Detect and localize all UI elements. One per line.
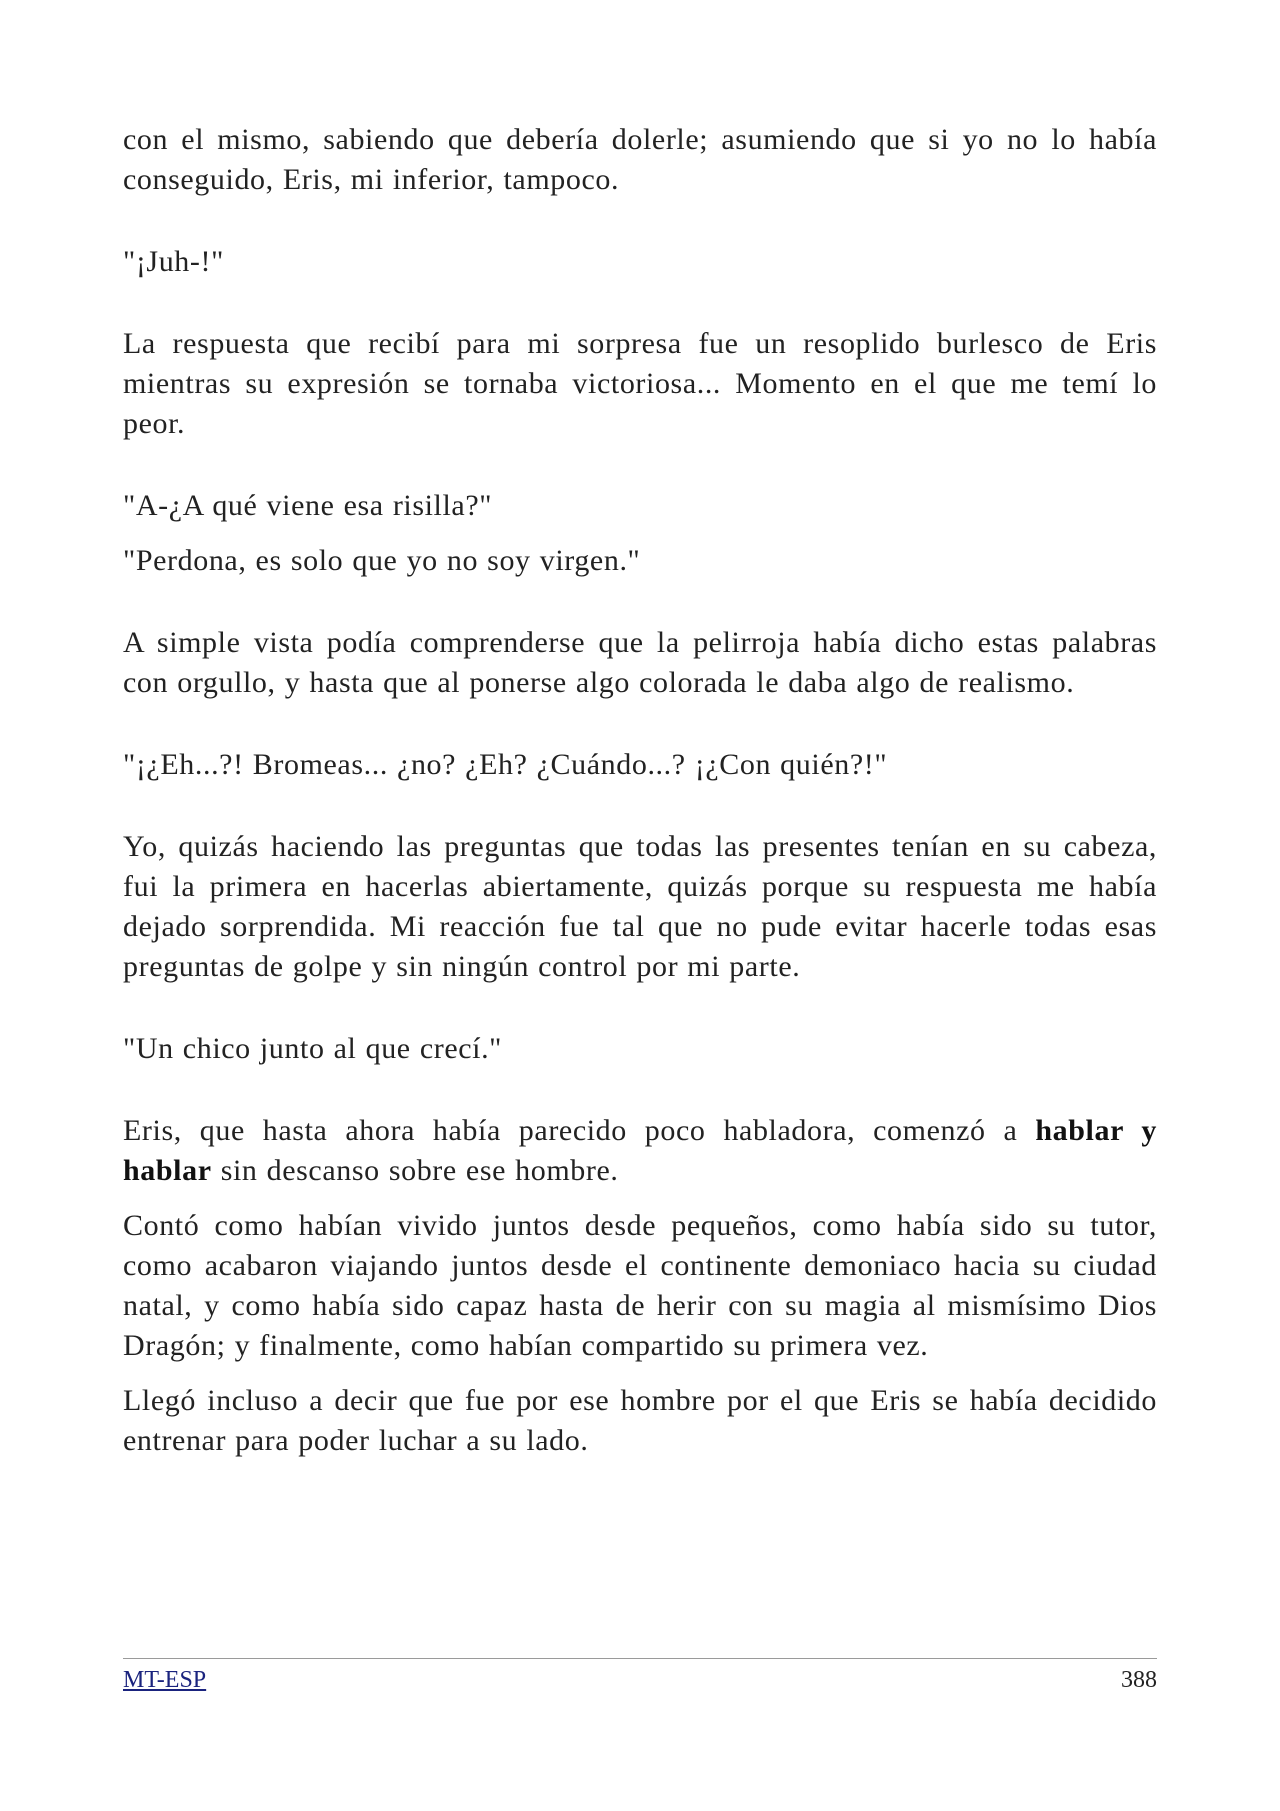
paragraph-narration: La respuesta que recibí para mi sorpresa fue un resoplido burlesco de Eris mientras su expresión se tornaba victoriosa... Momento en el que me temí lo peor.: [123, 327, 1157, 440]
paragraph-dialogue: "A-¿A qué viene esa risilla?": [123, 489, 493, 522]
paragraph-dialogue: "¡Juh-!": [123, 245, 224, 278]
bold-emphasis: hablar y hablar: [123, 1114, 1157, 1187]
paragraph-eris-talks: [123, 1111, 1157, 1191]
paragraph-narration: Contó como habían vivido juntos desde pequeños, como había sido su tutor, como acabaron viajando juntos desde el continente demoniaco hacia su ciudad natal, y como había sido capaz hasta de herir con su magia al mismísimo Dios Dragón; y finalmente, como habían compartido su primera vez.: [123, 1209, 1157, 1362]
paragraph-narration: A simple vista podía comprenderse que la pelirroja había dicho estas palabras con orgullo, y hasta que al ponerse algo colorada le daba algo de realismo.: [123, 626, 1157, 699]
paragraph-narration: Yo, quizás haciendo las preguntas que todas las presentes tenían en su cabeza, fui la primera en hacerlas abiertamente, quizás porque su respuesta me había dejado sorprendida. Mi reacción fue tal que no pude evitar hacerle todas esas preguntas de golpe y sin ningún control por mi parte.: [123, 830, 1157, 983]
paragraph-narration: con el mismo, sabiendo que debería dolerle; asumiendo que si yo no lo había conseguido, Eris, mi inferior, tampoco.: [123, 123, 1157, 196]
footer-link-mt-esp[interactable]: MT-ESP: [123, 1667, 207, 1693]
page-number: 388: [1121, 1667, 1157, 1693]
paragraph-dialogue: "¡¿Eh...?! Bromeas... ¿no? ¿Eh? ¿Cuándo...? ¡¿Con quién?!": [123, 748, 888, 781]
paragraph-dialogue: "Perdona, es solo que yo no soy virgen.": [123, 544, 641, 577]
paragraph-text-before: Eris, que hasta ahora había parecido poco habladora, comenzó a: [123, 1114, 1036, 1147]
paragraph-text-after: sin descanso sobre ese hombre.: [211, 1154, 619, 1187]
page-body: [123, 120, 1157, 1461]
page-footer: [123, 1658, 1157, 1695]
paragraph-dialogue: "Un chico junto al que crecí.": [123, 1032, 503, 1065]
paragraph-narration: Llegó incluso a decir que fue por ese hombre por el que Eris se había decidido entrenar para poder luchar a su lado.: [123, 1384, 1157, 1457]
